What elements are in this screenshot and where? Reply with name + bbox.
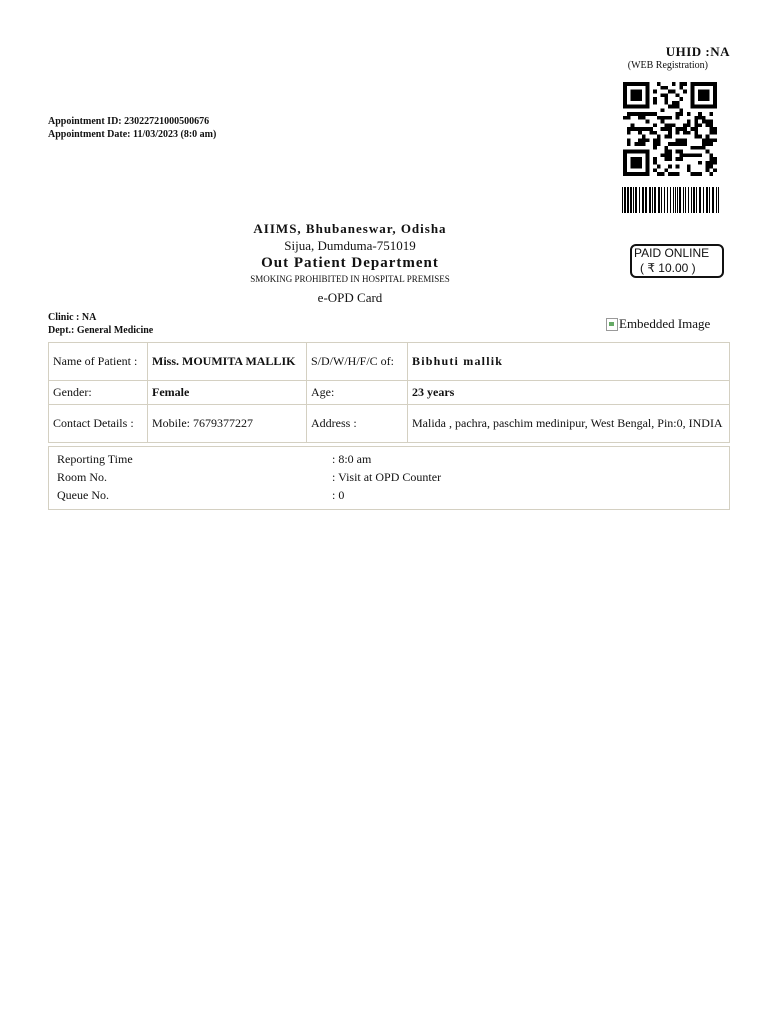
room-label: Room No. bbox=[57, 470, 108, 484]
appointment-date: Appointment Date: 11/03/2023 (8:0 am) bbox=[48, 129, 217, 140]
visit-details bbox=[48, 446, 730, 510]
room-value: : Visit at OPD Counter bbox=[332, 470, 442, 484]
card-title: e-OPD Card bbox=[317, 290, 383, 305]
queue-label: Queue No. bbox=[57, 488, 109, 502]
queue-value: : 0 bbox=[332, 488, 345, 502]
name-label: Name of Patient : bbox=[49, 343, 148, 381]
reporting-time-label: Reporting Time bbox=[57, 452, 133, 466]
age-label: Age: bbox=[307, 381, 408, 405]
reporting-time-value: : 8:0 am bbox=[332, 452, 372, 466]
institution-name: AIIMS, Bhubaneswar, Odisha bbox=[253, 221, 447, 236]
patient-mobile: Mobile: 7679377227 bbox=[148, 405, 307, 443]
appointment-id: Appointment ID: 23022721000500676 bbox=[48, 116, 210, 127]
payment-amount: ( ₹ 10.00 ) bbox=[640, 261, 696, 275]
relation-label: S/D/W/H/F/C of: bbox=[307, 343, 408, 381]
paid-stamp bbox=[630, 244, 724, 278]
address-label: Address : bbox=[307, 405, 408, 443]
table-row bbox=[49, 381, 730, 405]
institution-address: Sijua, Dumduma-751019 bbox=[284, 238, 416, 253]
patient-age: 23 years bbox=[408, 381, 730, 405]
patient-name: Miss. MOUMITA MALLIK bbox=[148, 343, 307, 381]
embedded-image bbox=[606, 316, 710, 332]
room-row bbox=[57, 470, 442, 485]
reporting-time-row bbox=[57, 452, 372, 467]
dept-info: Dept.: General Medicine bbox=[48, 325, 154, 336]
payment-status: PAID ONLINE bbox=[634, 246, 710, 260]
qr-code-icon bbox=[622, 82, 718, 176]
gender-label: Gender: bbox=[49, 381, 148, 405]
table-row bbox=[49, 405, 730, 443]
broken-image-icon bbox=[606, 318, 618, 331]
patient-gender: Female bbox=[148, 381, 307, 405]
clinic-info: Clinic : NA bbox=[48, 312, 97, 323]
patient-address: Malida , pachra, paschim medinipur, West Bengal, Pin:0, INDIA bbox=[408, 405, 730, 443]
uhid: UHID :NA bbox=[665, 44, 730, 59]
smoking-notice: SMOKING PROHIBITED IN HOSPITAL PREMISES bbox=[250, 274, 450, 284]
department-title: Out Patient Department bbox=[261, 255, 439, 271]
patient-details-table bbox=[48, 342, 730, 443]
table-row bbox=[49, 343, 730, 381]
embedded-image-alt: Embedded Image bbox=[619, 316, 711, 331]
queue-row bbox=[57, 488, 345, 503]
barcode-icon bbox=[622, 187, 720, 213]
relation-name: Bibhuti mallik bbox=[408, 343, 730, 381]
contact-label: Contact Details : bbox=[49, 405, 148, 443]
registration-type: (WEB Registration) bbox=[627, 60, 708, 71]
